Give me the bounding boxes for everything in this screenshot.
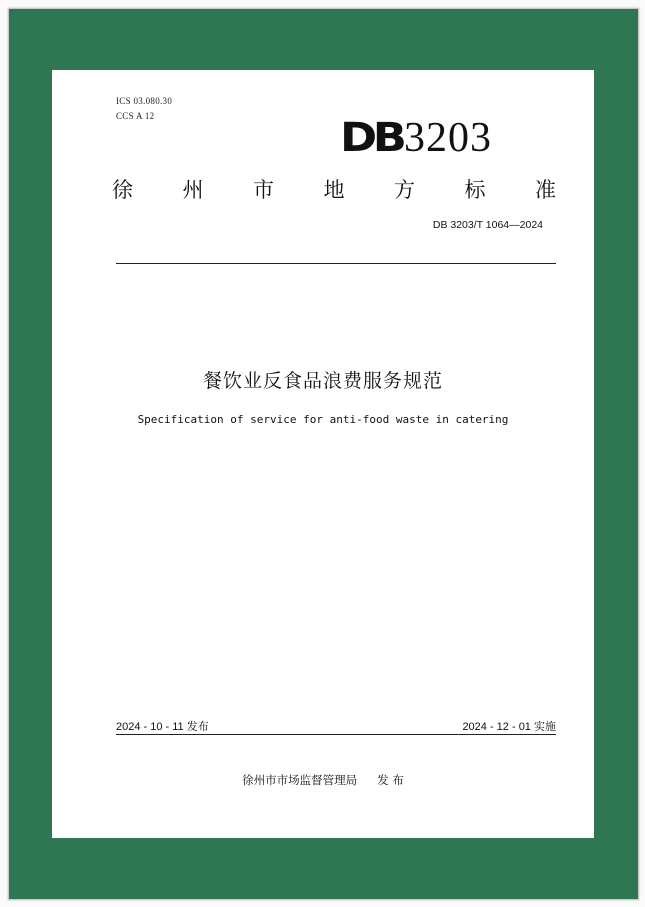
standard-category-title <box>112 174 556 204</box>
document-title-cn: 餐饮业反食品浪费服务规范 <box>202 370 443 392</box>
standard-title-char: 标 <box>464 178 486 202</box>
standard-code: DB 3203/T 1064—2024 <box>432 219 543 231</box>
top-divider <box>116 263 556 264</box>
standard-title-char: 地 <box>323 178 345 202</box>
implementation-date: 2024 - 12 - 01 实施 <box>462 721 556 733</box>
db-logo <box>340 113 520 163</box>
standard-title-char: 准 <box>535 178 556 202</box>
document-title-en: Specification of service for anti-food waste in catering <box>137 413 509 426</box>
ccs-code: CCS A 12 <box>116 111 155 121</box>
issuer-line <box>52 772 594 788</box>
db-logo-letters: DB <box>340 115 403 161</box>
standard-title-char: 州 <box>182 178 204 202</box>
issuer-action: 发 布 <box>377 773 404 787</box>
issue-date: 2024 - 10 - 11 发布 <box>116 721 209 733</box>
db-logo-number: 3203 <box>404 115 492 161</box>
standard-title-char: 方 <box>394 178 415 202</box>
bottom-divider <box>116 734 556 735</box>
issuer-name: 徐州市市场监督管理局 <box>242 773 358 787</box>
standard-title-char: 徐 <box>112 178 133 202</box>
ics-code: ICS 03.080.30 <box>116 96 173 106</box>
standard-title-char: 市 <box>253 178 274 202</box>
